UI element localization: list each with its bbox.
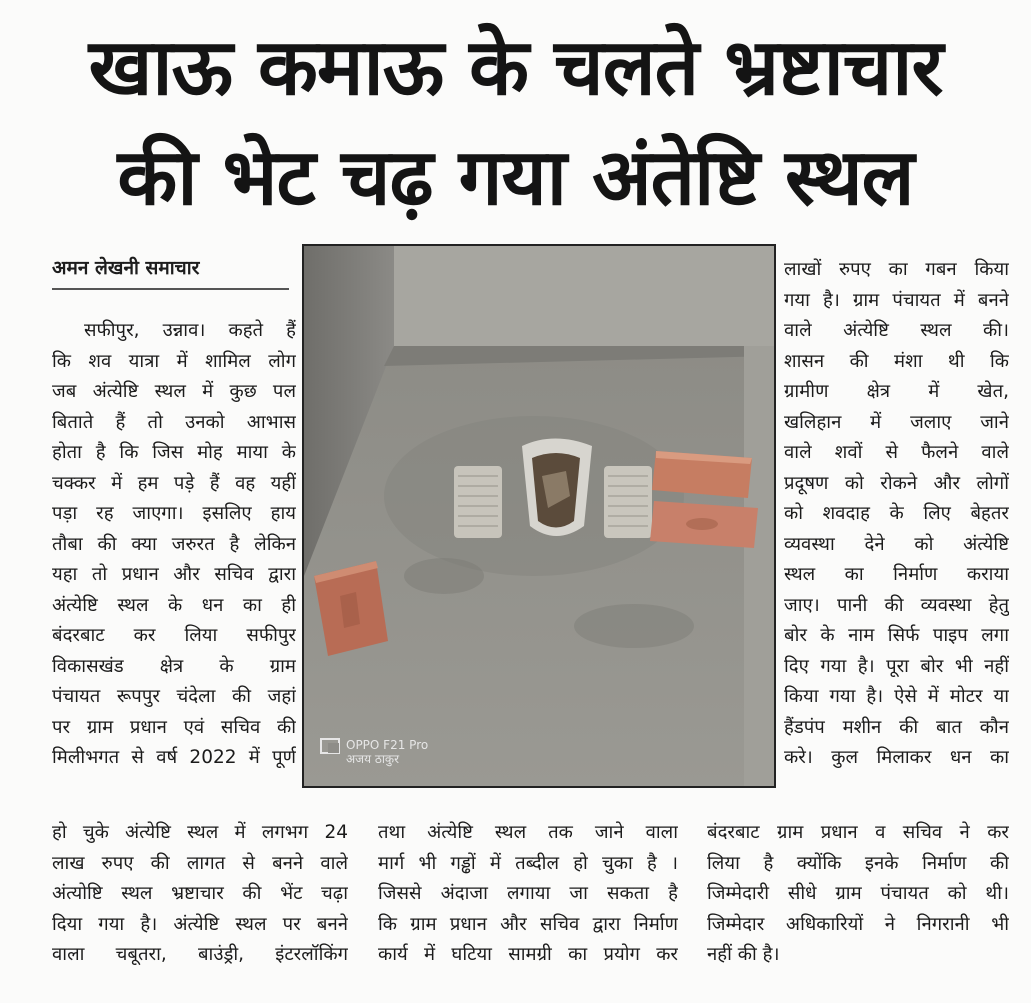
- article-line: पड़ा रह जाएगा। इसलिए हाय: [52, 503, 296, 524]
- article-line: बंदरबाट कर लिया सफीपुर: [52, 625, 296, 646]
- article-line: तथा अंत्येष्टि स्थल तक जाने वाला: [378, 822, 678, 843]
- article-line: को शवदाह के लिए बेहतर: [784, 503, 1009, 524]
- article-line: लिया है क्योंकि इनके निर्माण की: [707, 852, 1009, 874]
- article-line: जाए। पानी की व्यवस्था हेतु: [784, 594, 1009, 616]
- article-line: जब अंत्येष्टि स्थल में कुछ पल: [52, 381, 296, 402]
- article-column-right-bottom: [707, 818, 1009, 971]
- article-line: प्रदूषण को रोकने और लोगों: [784, 472, 1009, 494]
- article-line: विकासखंड क्षेत्र के ग्राम: [52, 655, 296, 677]
- article-line: हो चुके अंत्येष्टि स्थल में लगभग 24: [52, 822, 348, 843]
- article-line: वाला चबूतरा, बाउंड्री, इंटरलॉकिंग: [52, 944, 348, 965]
- article-line: पंचायत रूपपुर चंदेला की जहां: [52, 686, 296, 707]
- article-column-left-bottom: [52, 818, 348, 971]
- article-line: वाले शवों से फैलने वाले: [784, 442, 1009, 463]
- article-line: बोर के नाम सिर्फ पाइप लगा: [784, 625, 1009, 646]
- article-line: वाले अंत्येष्टि स्थल की।: [784, 320, 1009, 341]
- article-line: बंदरबाट ग्राम प्रधान व सचिव ने कर: [707, 822, 1009, 843]
- headline-line-1: खाऊ कमाऊ के चलते भ्रष्टाचार: [88, 23, 943, 113]
- article-line: नहीं की है।: [707, 944, 780, 965]
- cremation-platform-image: [304, 246, 774, 786]
- headline-line-2: की भेट चढ़ गया अंतेष्टि स्थल: [117, 133, 914, 223]
- watermark-name: अजय ठाकुर: [346, 752, 400, 766]
- byline: अमन लेखनी समाचार: [52, 254, 289, 290]
- article-line: अंत्येष्टि स्थल के धन का ही: [52, 594, 296, 616]
- article-line: दिए गया है। पूरा बोर भी नहीं: [784, 655, 1009, 677]
- article-line: कि ग्राम प्रधान और सचिव द्वारा निर्माण: [378, 913, 678, 935]
- article-line: जिम्मेदार अधिकारियों ने निगरानी भी: [707, 913, 1009, 935]
- article-line: दिया गया है। अंत्येष्टि स्थल पर बनने: [52, 913, 348, 935]
- article-line: करे। कुल मिलाकर धन का: [784, 747, 1009, 768]
- article-line: कि शव यात्रा में शामिल लोग: [52, 350, 296, 372]
- article-line: मिलीभगत से वर्ष 2022 में पूर्ण: [52, 747, 296, 768]
- article-line: जिससे अंदाजा लगाया जा सकता है: [378, 883, 678, 904]
- article-line: लाखों रुपए का गबन किया: [784, 259, 1009, 280]
- article-line: व्यवस्था देने को अंत्येष्टि: [784, 533, 1009, 555]
- article-line: बिताते हैं तो उनको आभास: [52, 411, 296, 433]
- article-line: लाख रुपए की लागत से बनने वाले: [52, 852, 348, 874]
- watermark-device: OPPO F21 Pro: [346, 738, 429, 752]
- article-line: सफीपुर, उन्नाव। कहते हैं: [84, 320, 296, 341]
- article-line: चक्कर में हम पड़े हैं वह यहीं: [52, 472, 296, 494]
- article-line: स्थल का निर्माण कराया: [784, 564, 1009, 585]
- article-line: होता है कि जिस मोह माया के: [52, 442, 296, 463]
- article-line: मार्ग भी गड्ढों में तब्दील हो चुका है ।: [378, 852, 678, 874]
- article-line: जिम्मेदारी सीधे ग्राम पंचायत को थी।: [707, 883, 1009, 904]
- camera-brand-icon: [320, 738, 340, 754]
- article-line: शासन की मंशा थी कि: [784, 350, 1009, 372]
- article-column-left-top: [52, 316, 296, 774]
- article-line: अंत्योष्टि स्थल भ्रष्टाचार की भेंट चढ़ा: [52, 883, 348, 904]
- article-line: गया है। ग्राम पंचायत में बनने: [784, 289, 1009, 311]
- article-line: तौबा की क्या जरुरत है लेकिन: [52, 533, 296, 555]
- article-line: किया गया है। ऐसे में मोटर या: [784, 686, 1009, 707]
- article-line: यहा तो प्रधान और सचिव द्वारा: [52, 564, 296, 585]
- article-line: पर ग्राम प्रधान एवं सचिव की: [52, 716, 296, 738]
- article-line: ग्रामीण क्षेत्र में खेत,: [784, 381, 1009, 402]
- article-line: खलिहान में जलाए जाने: [784, 411, 1009, 433]
- article-column-right-top: [784, 255, 1009, 774]
- article-line: हैंडपंप मशीन की बात कौन: [784, 716, 1009, 738]
- news-photo: [302, 244, 776, 788]
- article-column-middle: [378, 818, 678, 971]
- article-line: कार्य में घटिया सामग्री का प्रयोग कर: [378, 944, 678, 965]
